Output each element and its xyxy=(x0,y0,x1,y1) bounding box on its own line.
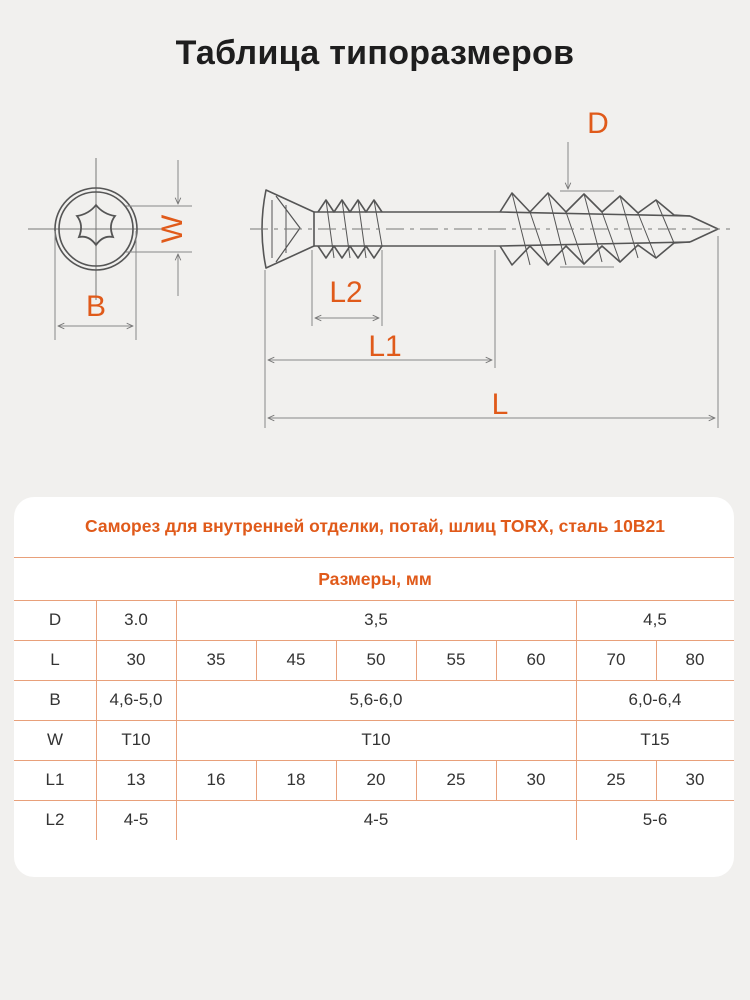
table-cell: 13 xyxy=(126,770,146,789)
table-cell: 4,6-5,0 xyxy=(109,690,163,709)
table-cell: 25 xyxy=(606,770,626,789)
table-cell: 4-5 xyxy=(123,810,149,829)
table-cell: 25 xyxy=(446,770,466,789)
table-cell: 18 xyxy=(286,770,306,789)
table-cell: 5-6 xyxy=(642,810,668,829)
table-cell: 45 xyxy=(286,650,306,669)
w-label: W xyxy=(155,214,189,244)
row-label-d: D xyxy=(48,610,62,629)
table-cell: 3.0 xyxy=(124,610,148,629)
table-hline xyxy=(14,557,734,558)
head-top-view xyxy=(28,158,162,300)
row-label-l: L xyxy=(50,650,60,669)
table-cell: 4,5 xyxy=(643,610,667,629)
row-label-b: B xyxy=(49,690,61,709)
row-label-l2: L2 xyxy=(45,810,65,829)
row-label-w: W xyxy=(46,730,64,749)
table-cell: 60 xyxy=(526,650,546,669)
table-cell: 3,5 xyxy=(364,610,388,629)
l-label: L xyxy=(491,388,509,421)
table-cell: T10 xyxy=(361,730,391,749)
table-cell: 30 xyxy=(126,650,146,669)
l1-label: L1 xyxy=(368,330,402,363)
table-cell: T10 xyxy=(121,730,151,749)
d-label: D xyxy=(587,107,609,140)
page-title: Таблица типоразмеров xyxy=(175,34,575,72)
table-cell: 55 xyxy=(446,650,466,669)
sizes-subtitle: Размеры, мм xyxy=(318,569,432,589)
table-cell: 80 xyxy=(685,650,705,669)
row-label-l1: L1 xyxy=(45,770,65,789)
table-cell: T15 xyxy=(640,730,670,749)
l2-label: L2 xyxy=(329,276,363,309)
table-cell: 4-5 xyxy=(363,810,389,829)
table-cell: 50 xyxy=(366,650,386,669)
table-cell: 70 xyxy=(606,650,626,669)
spec-table-title: Саморез для внутренней отделки, потай, шлиц TORX, сталь 10B21 xyxy=(85,516,665,536)
table-cell: 6,0-6,4 xyxy=(628,690,682,709)
table-cell: 35 xyxy=(206,650,226,669)
b-label: B xyxy=(85,290,107,323)
screw-drawing xyxy=(0,0,750,470)
table-cell: 30 xyxy=(526,770,546,789)
table-cell: 20 xyxy=(366,770,386,789)
table-cell: 30 xyxy=(685,770,705,789)
table-cell: 5,6-6,0 xyxy=(349,690,403,709)
table-cell: 16 xyxy=(206,770,226,789)
